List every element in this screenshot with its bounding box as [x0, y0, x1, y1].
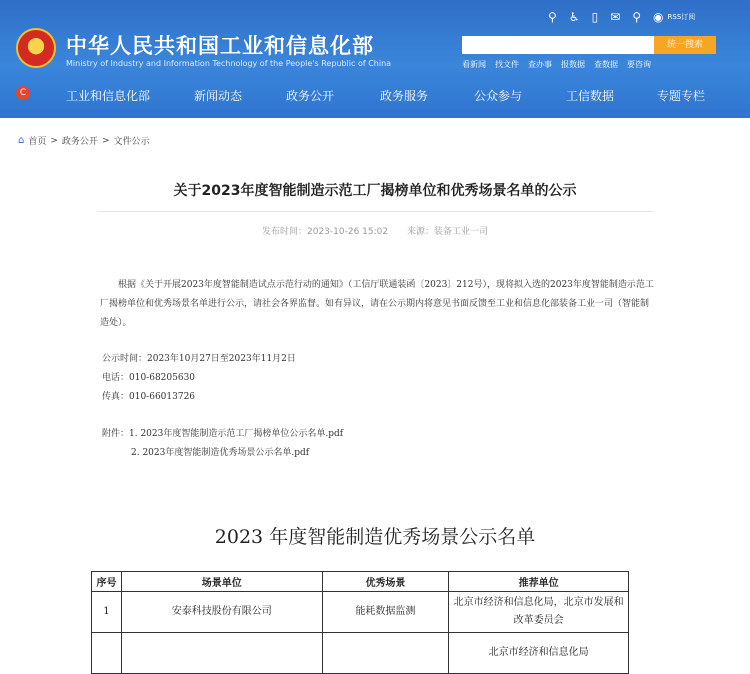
title-divider [97, 211, 653, 212]
nav-item-topics[interactable]: 专题专栏 [657, 89, 706, 103]
nav-item-open-gov[interactable]: 政务公开 [286, 89, 335, 103]
table-header-row [92, 572, 629, 592]
wechat-icon[interactable]: ⚲ [548, 10, 557, 24]
search-input[interactable] [462, 36, 654, 54]
article-body: 根据《关于开展2023年度智能制造试点示范行动的通知》（工信厅联通装函〔2023〕212号），现将拟入选的2023年度智能制造示范工厂揭榜单位和优秀场景名单进行公示，请社会各界监督。如有异议，请在公示期内将意见书面反馈至工业和信息化部装备工业一司（智能制造处）。 [100, 280, 654, 328]
column-header-recommender: 推荐单位 [449, 572, 629, 592]
rss-link[interactable]: RSS订阅 [667, 13, 696, 21]
quick-link-consult[interactable]: 要咨询 [627, 60, 651, 69]
weibo-icon[interactable]: ◉ [653, 10, 664, 24]
nav-item-news[interactable]: 新闻动态 [194, 89, 243, 103]
mail-icon[interactable]: ✉ [610, 10, 621, 24]
notice-period: 公示时间：2023年10月27日至2023年11月2日 [102, 354, 296, 364]
breadcrumb-open-gov[interactable]: 政务公开 [61, 137, 98, 147]
column-header-scene: 优秀场景 [322, 572, 449, 592]
cell-no [92, 633, 122, 674]
cell-scene: 能耗数据监测 [322, 592, 449, 633]
nav-item-participation[interactable]: 公众参与 [474, 89, 523, 103]
search-icon[interactable]: ⚲ [632, 10, 642, 24]
site-title[interactable]: 中华人民共和国工业和信息化部 [66, 34, 374, 58]
nav-item-services[interactable]: 政务服务 [380, 89, 429, 103]
publish-time: 发布时间：2023-10-26 15:02 [262, 227, 389, 237]
cell-unit [121, 633, 322, 674]
quick-link-news[interactable]: 看新闻 [462, 60, 486, 69]
quick-links [462, 59, 651, 70]
document-heading: 2023 年度智能制造优秀场景公示名单 [214, 526, 536, 548]
nav-item-home[interactable]: 工业和信息化部 [66, 89, 151, 103]
attachment-link-2[interactable]: 2. 2023年度智能制造优秀场景公示名单.pdf [131, 448, 310, 458]
table-row [92, 633, 629, 674]
cell-recommender: 北京市经济和信息化局 [449, 633, 629, 674]
breadcrumb-home[interactable]: 首页 [28, 137, 47, 147]
main-nav [0, 80, 750, 110]
quick-link-files[interactable]: 找文件 [495, 60, 519, 69]
site-subtitle: Ministry of Industry and Information Technology of the People's Republic of China [66, 59, 392, 68]
cell-scene [322, 633, 449, 674]
home-icon[interactable]: ⌂ [18, 135, 25, 146]
contact-phone: 电话：010-68205630 [102, 373, 196, 383]
cell-no: 1 [92, 592, 122, 633]
breadcrumb-separator: > [50, 135, 58, 146]
nav-logo-icon[interactable]: C [16, 86, 30, 100]
scene-list-table [91, 571, 629, 674]
contact-fax: 传真：010-66013726 [102, 392, 196, 402]
breadcrumb [18, 134, 150, 147]
mobile-icon[interactable]: ▯ [591, 10, 599, 24]
breadcrumb-separator: > [101, 135, 110, 146]
table-row [92, 592, 629, 633]
site-header [0, 0, 750, 118]
quick-link-query-data[interactable]: 查数据 [594, 60, 618, 69]
breadcrumb-file-notice[interactable]: 文件公示 [113, 137, 150, 147]
column-header-no: 序号 [92, 572, 122, 592]
search-button[interactable]: 统一搜索 [654, 36, 716, 54]
nav-item-data[interactable]: 工信数据 [566, 89, 615, 103]
article-title: 关于2023年度智能制造示范工厂揭榜单位和优秀场景名单的公示 [173, 183, 577, 199]
quick-link-services[interactable]: 查办事 [528, 60, 552, 69]
quick-link-report-data[interactable]: 报数据 [561, 60, 585, 69]
article-meta [0, 224, 750, 237]
top-icon-bar [548, 10, 695, 24]
accessibility-icon[interactable]: ♿ [568, 10, 580, 24]
national-emblem-icon [16, 28, 56, 68]
cell-recommender: 北京市经济和信息化局，北京市发展和改革委员会 [449, 592, 629, 633]
article-source: 来源：装备工业一司 [406, 227, 488, 237]
cell-unit: 安泰科技股份有限公司 [121, 592, 322, 633]
attachment-link-1[interactable]: 附件：1. 2023年度智能制造示范工厂揭榜单位公示名单.pdf [102, 429, 344, 439]
column-header-unit: 场景单位 [121, 572, 322, 592]
